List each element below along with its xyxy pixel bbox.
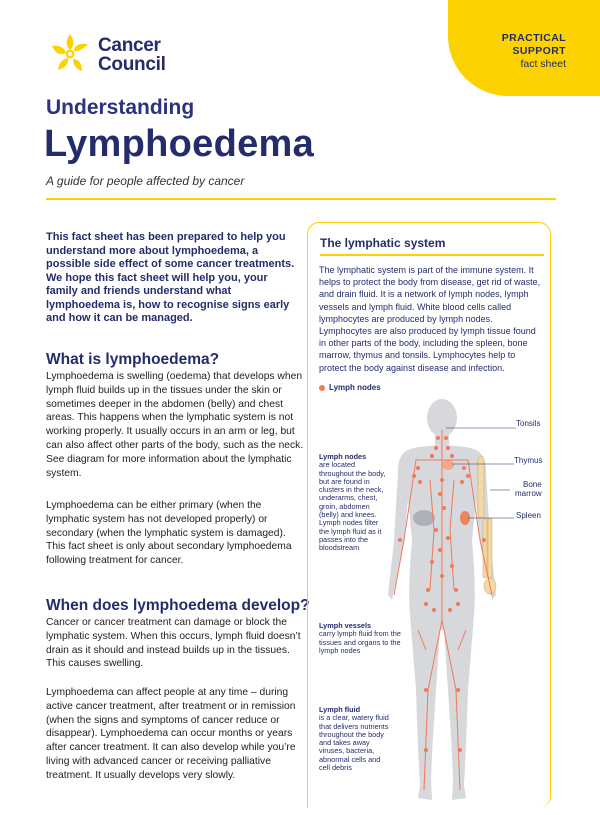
header-kicker: Understanding [46,96,195,119]
lymph-node-dot-icon [319,385,325,391]
label-thymus: Thymus [514,456,543,465]
header-divider [46,198,556,200]
logo-text-council: Council [98,54,166,75]
page-subtitle: A guide for people affected by cancer [46,174,245,188]
heading-what-is: What is lymphoedema? [46,351,220,368]
label-lymph-fluid-text: is a clear, watery fluid that delivers nutrients throughout the body and takes away viruses, bacteria, abnormal cells and cell debris [319,713,389,773]
panel-description: The lymphatic system is part of the immune system. It helps to protect the body from disease, get rid of waste, and drain fluid. It is a network of lymph nodes, lymph vessels and lymph fluid. White blood cells called lymphocytes are produced by lymph nodes. Lymphocytes are also produced by lymph tissue found in other parts of the body, including the spleen, bone marrow, thymus and tonsils. Lymphocytes help to protect the body against disease and infection. [319,265,541,373]
label-lymph-vessels [319,622,409,655]
label-tonsils: Tonsils [516,419,541,428]
what-paragraph-2: Lymphoedema can be either primary (when the lymphatic system has not developed properly) or secondary (when the lymphatic system is damaged). This fact sheet is only about secondary lymphoedema following treatment for cancer. [46,500,292,567]
label-lymph-fluid-title: Lymph fluid [319,705,361,714]
label-lymph-vessels-title: Lymph vessels [319,621,372,630]
when-paragraph-1: Cancer or cancer treatment can damage or block the lymphatic system. When this occurs, lymph fluid doesn’t drain as it should and instead builds up in the tissues. This causes swelling. [46,617,301,670]
what-paragraph-1: Lymphoedema is swelling (oedema) that develops when lymph fluid builds up in the tissues under the skin or sometimes deeper in the abdomen (belly) and chest areas. This happens when the lymphatic system is not working properly. It usually occurs in an arm or leg, but can also affect other parts of the body, such as the neck. See diagram for more information about the lymphatic system. [46,371,304,479]
heading-when-develop: When does lymphoedema develop? [46,597,310,614]
label-marrow: marrow [515,489,542,498]
when-paragraph-2: Lymphoedema can affect people at any time – during active cancer treatment, after treatment or in remission (when the signs and symptoms of cancer reduce or disappear). Lymphoedema can occur months or years after cancer treatment. It can also develop while you’re living with advanced cancer or receiving palliative treatment. It usually develops very slowly. [46,687,296,781]
daffodil-logo-icon [46,30,94,78]
logo-text-cancer: Cancer [98,35,161,56]
legend-label: Lymph nodes [329,383,381,392]
page-title: Lymphoedema [44,123,315,165]
tab-line-fact-sheet: fact sheet [520,58,566,70]
label-lymph-vessels-text: carry lymph fluid from the tissues and organs to the lymph nodes [319,629,401,655]
intro-paragraph: This fact sheet has been prepared to help you understand more about lymphoedema, a possible side effect of some cancer treatments. We hope this fact sheet will help you, your family and friends understand what lymphoedema is, how to recognise signs early and how it can be managed. [46,231,295,324]
cancer-council-logo [46,30,186,78]
panel-divider [320,254,544,256]
label-spleen: Spleen [516,511,541,520]
tab-line-support: SUPPORT [512,45,566,57]
tab-line-practical: PRACTICAL [501,32,566,44]
label-lymph-fluid [319,706,389,772]
label-lymph-nodes-text: are located throughout the body, but are found in clusters in the neck, underarms, chest, groin, abdomen (belly) and knees. Lymph nodes filter the lymph fluid as it passes into the bloodstream [319,460,386,553]
practical-support-tab [448,0,600,96]
panel-title: The lymphatic system [320,236,446,250]
label-bone: Bone [523,480,542,489]
label-lymph-nodes-title: Lymph nodes [319,452,367,461]
label-lymph-nodes [319,453,389,553]
